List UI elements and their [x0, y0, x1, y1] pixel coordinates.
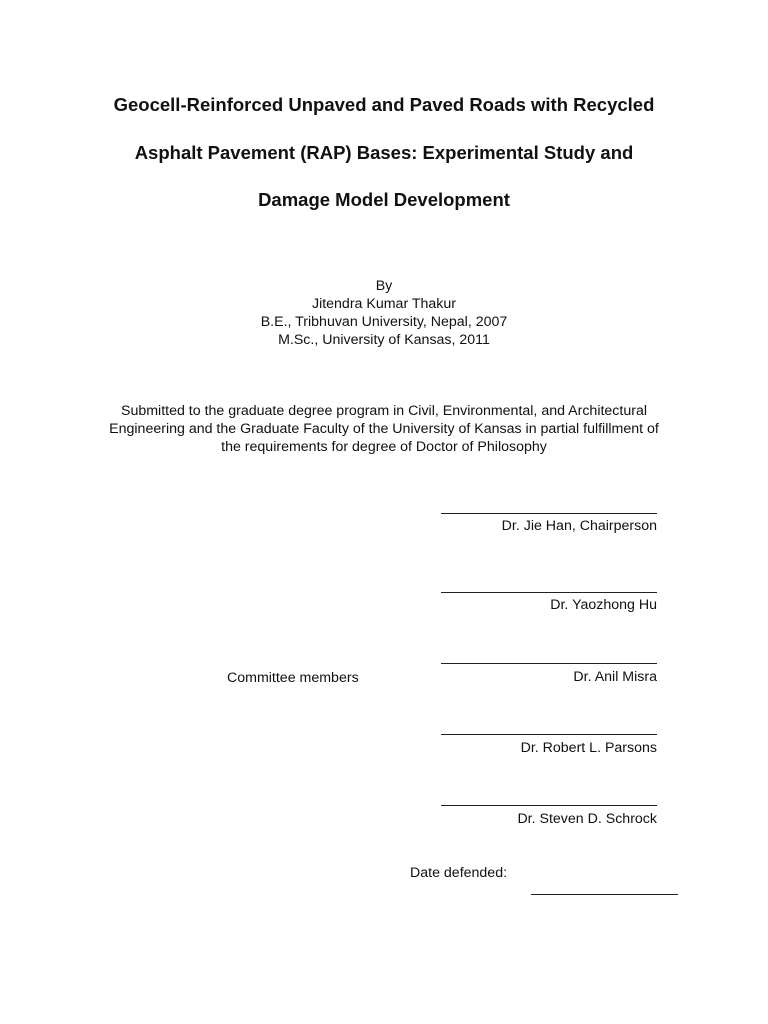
- committee-members-label: Committee members: [227, 670, 359, 686]
- by-label: By: [375, 278, 393, 294]
- committee-member-name: Dr. Robert L. Parsons: [520, 740, 657, 756]
- signature-line: [441, 513, 657, 514]
- committee-member-name: Dr. Steven D. Schrock: [517, 811, 657, 827]
- date-defended-label: Date defended:: [410, 865, 508, 881]
- date-defended-line: [531, 894, 678, 895]
- signature-line: [441, 592, 657, 593]
- author-degree-1: B.E., Tribhuvan University, Nepal, 2007: [260, 314, 508, 330]
- submission-line-3: the requirements for degree of Doctor of Philosophy: [221, 439, 547, 455]
- title-line-3: Damage Model Development: [258, 189, 510, 210]
- signature-line: [441, 805, 657, 806]
- title-line-1: Geocell-Reinforced Unpaved and Paved Roads with Recycled: [113, 94, 655, 115]
- committee-member-name: Dr. Anil Misra: [573, 669, 657, 685]
- committee-member-name: Dr. Yaozhong Hu: [550, 597, 657, 613]
- signature-line: [441, 663, 657, 664]
- submission-line-2: Engineering and the Graduate Faculty of the University of Kansas in partial fulfillment of: [109, 421, 659, 437]
- signature-line: [441, 734, 657, 735]
- author-name: Jitendra Kumar Thakur: [311, 296, 457, 312]
- submission-line-1: Submitted to the graduate degree program in Civil, Environmental, and Architectural: [120, 403, 647, 419]
- title-line-2: Asphalt Pavement (RAP) Bases: Experimental Study and: [134, 142, 634, 163]
- author-degree-2: M.Sc., University of Kansas, 2011: [278, 332, 490, 348]
- committee-member-name: Dr. Jie Han, Chairperson: [501, 518, 657, 534]
